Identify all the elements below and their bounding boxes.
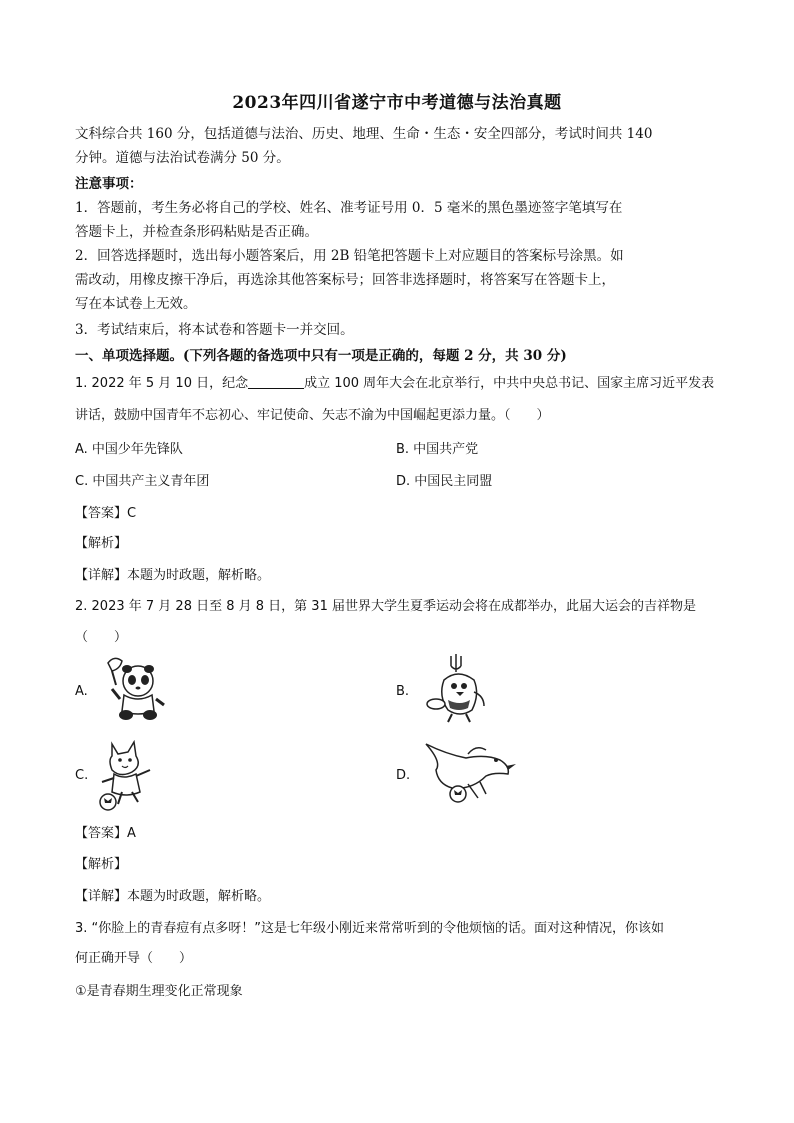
q1-analysis: 【解析】 [75, 536, 128, 551]
page-title: 2023年四川省遂宁市中考道德与法治真题 [232, 93, 562, 113]
q2-stem-line-2: （ ） [75, 630, 128, 645]
panda-mascot-image [90, 655, 170, 725]
wolf-mascot-soccer-image [92, 740, 162, 814]
notes-heading: 注意事项： [75, 176, 143, 192]
q3-stem-line-2: 何正确开导（ ） [75, 951, 193, 966]
note-3: 3．考试结束后，将本试卷和答题卡一并交回。 [75, 322, 354, 338]
q2-option-b-label: B. [396, 684, 410, 699]
q1-option-c: C. 中国共产主义青年团 [75, 474, 210, 489]
note-2-line-1: 2．回答选择题时，选出每小题答案后，用 2B 铅笔把答题卡上对应题目的答案标号涂黑。如 [75, 248, 624, 264]
q2-analysis: 【解析】 [75, 857, 128, 872]
q2-detail: 【详解】本题为时政题，解析略。 [75, 889, 271, 904]
q2-option-d-label: D. [396, 768, 411, 783]
bird-mascot-soccer-image [420, 738, 520, 806]
q1-option-a: A. 中国少年先锋队 [75, 442, 183, 457]
q1-stem-end: 成立 100 周年大会在北京举行，中共中央总书记、国家主席习近平发表 [304, 376, 715, 391]
q2-option-c-label: C. [75, 768, 89, 783]
section-heading: 一、单项选择题。(下列各题的备选项中只有一项是正确的，每题 2 分，共 30 分) [75, 348, 567, 364]
q1-stem-line-1 [75, 374, 725, 394]
q1-stem-start: 1. 2022 年 5 月 10 日，纪念 [75, 376, 249, 391]
q1-detail: 【详解】本题为时政题，解析略。 [75, 568, 271, 583]
note-1-line-1: 1．答题前，考生务必将自己的学校、姓名、准考证号用 0．5 毫米的黑色墨迹签字笔填写在 [75, 200, 623, 216]
q2-answer: 【答案】A [75, 826, 136, 841]
q1-fill-blank [248, 374, 304, 389]
note-2-line-2: 需改动，用橡皮擦干净后，再选涂其他答案标号；回答非选择题时，将答案写在答题卡上， [75, 272, 615, 288]
q1-option-b: B. 中国共产党 [396, 442, 479, 457]
intro-line-2: 分钟。道德与法治试卷满分 50 分。 [75, 150, 290, 166]
q2-option-a-label: A. [75, 684, 88, 699]
q1-stem-line-2: 讲话，鼓励中国青年不忘初心、牢记使命、矢志不渝为中国崛起更添力量。（ ） [75, 408, 550, 423]
q3-item-1: ①是青春期生理变化正常现象 [75, 984, 243, 999]
note-1-line-2: 答题卡上，并检查条形码粘贴是否正确。 [75, 224, 318, 240]
q1-answer: 【答案】C [75, 506, 137, 521]
q1-option-d: D. 中国民主同盟 [396, 474, 493, 489]
q2-stem-line-1: 2. 2023 年 7 月 28 日至 8 月 8 日，第 31 届世界大学生夏季运动会将在成都举办，此届大运会的吉祥物是 [75, 599, 696, 614]
intro-line-1: 文科综合共 160 分，包括道德与法治、历史、地理、生命・生态・安全四部分，考试时间共 140 [75, 126, 653, 142]
bird-mascot-with-fork-image [418, 652, 498, 724]
note-2-line-3: 写在本试卷上无效。 [75, 296, 197, 312]
q3-stem-line-1: 3. “你脸上的青春痘有点多呀！”这是七年级小刚近来常常听到的令他烦恼的话。面对这种情况，你该如 [75, 921, 665, 936]
